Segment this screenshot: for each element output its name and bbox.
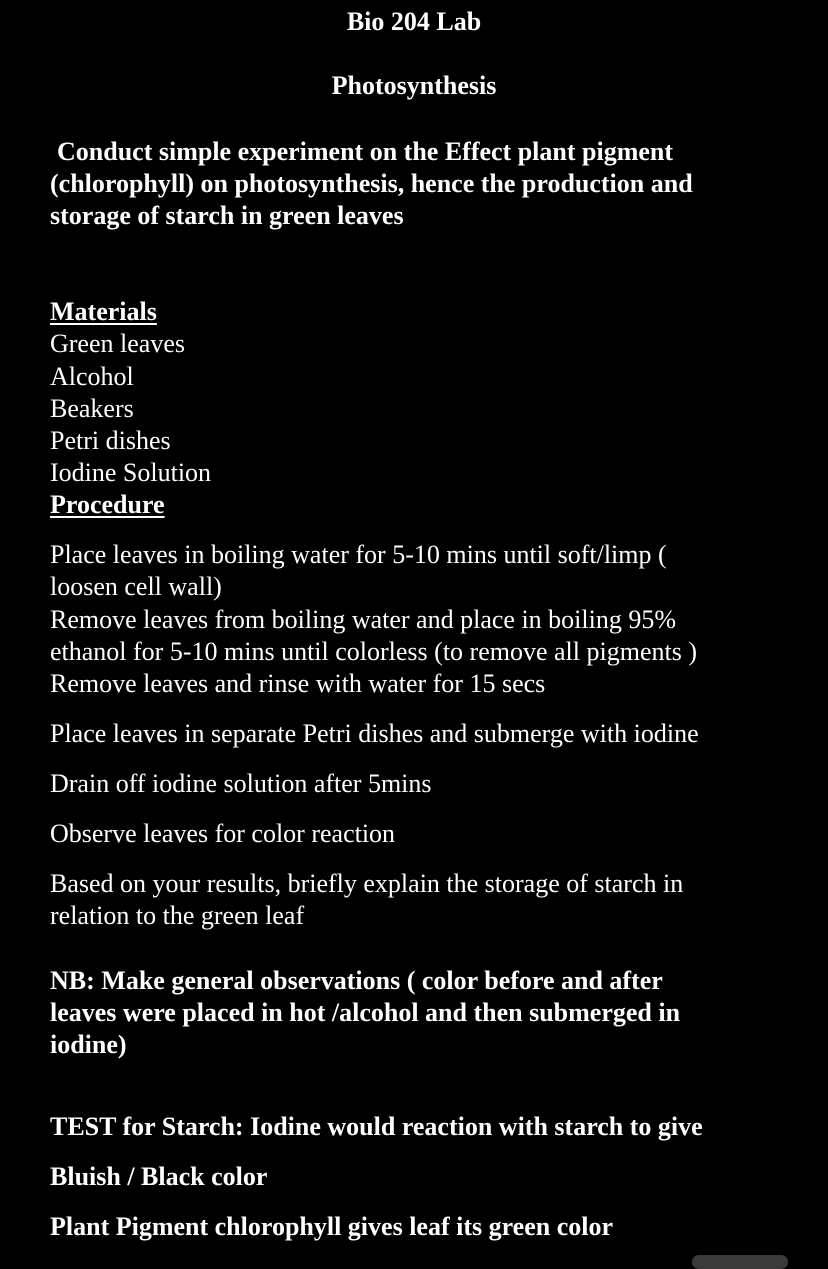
note-line: NB: Make general observations ( color before and after [50,966,663,995]
fact-line: Bluish / Black color [50,1162,268,1191]
procedure-line: Drain off iodine solution after 5mins [50,769,432,798]
document-course-title: Bio 204 Lab [346,7,482,36]
fact-line: TEST for Starch: Iodine would reaction with starch to give [50,1112,703,1141]
fact-line: Plant Pigment chlorophyll gives leaf its green color [50,1212,614,1241]
procedure-line: Place leaves in boiling water for 5-10 mins until soft/limp ( [50,540,667,569]
materials-heading: Materials [50,297,157,326]
objective-line: storage of starch in green leaves [50,201,404,230]
materials-item: Alcohol [50,362,134,391]
materials-item: Beakers [50,394,134,423]
materials-item: Iodine Solution [50,458,212,487]
procedure-line: Remove leaves and rinse with water for 15 secs [50,669,546,698]
procedure-line: Based on your results, briefly explain the storage of starch in [50,869,684,898]
procedure-line: Place leaves in separate Petri dishes and submerge with iodine [50,719,699,748]
objective-line: (chlorophyll) on photosynthesis, hence the production and [50,169,693,198]
objective-line: Conduct simple experiment on the Effect plant pigment [57,137,674,166]
procedure-line: loosen cell wall) [50,572,222,601]
procedure-line: ethanol for 5-10 mins until colorless (to remove all pigments ) [50,637,697,666]
materials-item: Petri dishes [50,426,171,455]
note-line: leaves were placed in hot /alcohol and then submerged in [50,998,681,1027]
materials-item: Green leaves [50,329,185,358]
procedure-line: relation to the green leaf [50,901,305,930]
procedure-line: Observe leaves for color reaction [50,819,396,848]
document-topic-title: Photosynthesis [331,71,497,100]
procedure-line: Remove leaves from boiling water and place in boiling 95% [50,605,676,634]
procedure-heading: Procedure [50,490,165,519]
home-indicator-bar [692,1255,788,1269]
note-line: iodine) [50,1030,127,1059]
